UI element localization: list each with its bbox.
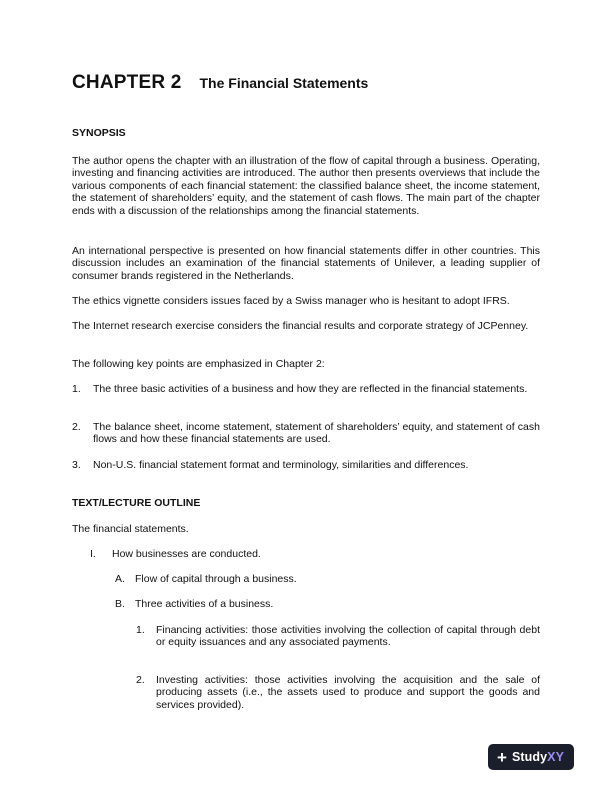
key-point-text: The three basic activities of a business and how they are reflected in the financial statements. xyxy=(93,383,528,395)
outline-number: I. xyxy=(90,548,96,560)
badge-study-text: Study xyxy=(511,750,548,764)
outline-text: Three activities of a business. xyxy=(135,598,274,610)
outline-number: 1. xyxy=(136,624,145,636)
synopsis-paragraph-3: The ethics vignette considers issues faced by a Swiss manager who is hesitant to adopt IFRS. xyxy=(72,295,510,307)
key-point-number: 1. xyxy=(72,383,81,395)
synopsis-paragraph-4: The Internet research exercise considers the financial results and corporate strategy of JCPenney. xyxy=(72,320,529,332)
outline-text: Financing activities: those activities involving the collection of capital through debt or equity issuances and any associated payments. xyxy=(156,624,540,649)
key-point-number: 3. xyxy=(72,459,81,471)
synopsis-paragraph-1: The author opens the chapter with an illustration of the flow of capital through a business. Operating, investing and financing activities are introduced. The author then presents overviews that include the various components of each financial statement: the classified balance sheet, the income statement, the statement of shareholders’ equity, and the statement of cash flows. The main part of the chapter ends with a discussion of the relationships among the financial statements. xyxy=(72,155,540,217)
outline-intro: The financial statements. xyxy=(72,523,189,535)
key-point-text: Non-U.S. financial statement format and terminology, similarities and differences. xyxy=(93,459,469,471)
key-point-number: 2. xyxy=(72,421,81,433)
synopsis-paragraph-5: The following key points are emphasized in Chapter 2: xyxy=(72,358,325,370)
chapter-heading xyxy=(72,72,368,94)
synopsis-heading: SYNOPSIS xyxy=(72,127,126,139)
outline-number: 2. xyxy=(136,674,145,686)
outline-text: Investing activities: those activities involving the acquisition and the sale of producing assets (i.e., the assets used to produce and support the goods and services provided). xyxy=(156,674,540,711)
chapter-title: The Financial Statements xyxy=(199,75,369,91)
outline-heading: TEXT/LECTURE OUTLINE xyxy=(72,497,201,509)
outline-number: B. xyxy=(115,598,125,610)
badge-xy-text: XY xyxy=(547,750,565,764)
synopsis-paragraph-2: An international perspective is presented on how financial statements differ in other countries. This discussion includes an examination of the financial statements of Unilever, a leading supplier of consumer brands registered in the Netherlands. xyxy=(72,245,540,282)
plus-icon: + xyxy=(497,747,507,767)
key-point-text: The balance sheet, income statement, statement of shareholders’ equity, and statement of cash flows and how these financial statements are used. xyxy=(93,421,540,446)
outline-number: A. xyxy=(115,573,125,585)
outline-text: Flow of capital through a business. xyxy=(135,573,297,585)
chapter-number: CHAPTER 2 xyxy=(72,72,182,93)
badge-label xyxy=(512,750,564,764)
studyxy-badge[interactable] xyxy=(488,744,574,770)
outline-text: How businesses are conducted. xyxy=(112,548,261,560)
